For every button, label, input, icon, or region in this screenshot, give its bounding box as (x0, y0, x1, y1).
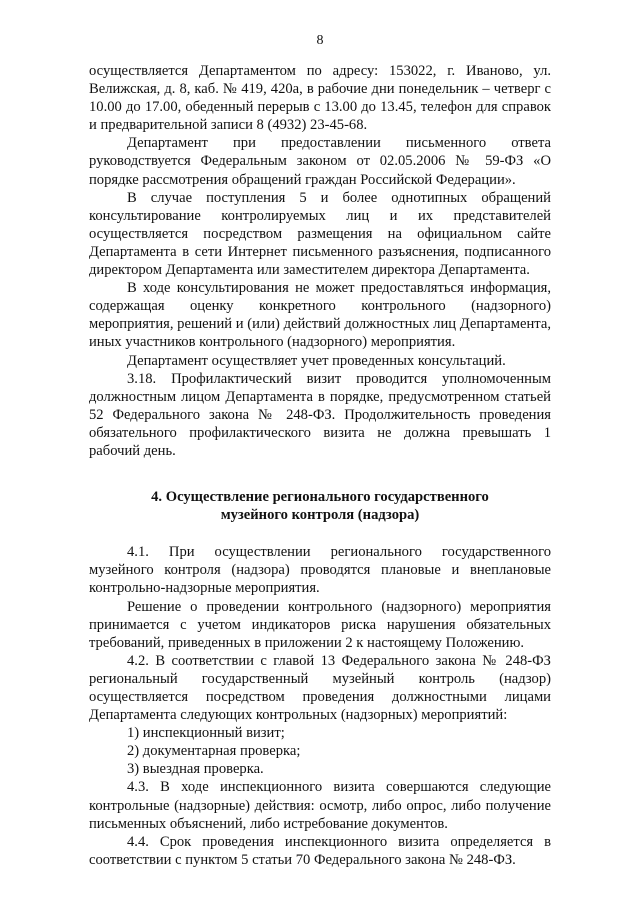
paragraph-4-4: 4.4. Срок проведения инспекционного визита определяется в соответствии с пунктом 5 статьи 70 Федерального закона № 248-ФЗ. (89, 833, 551, 868)
list-item-documentary-check: 2) документарная проверка; (127, 743, 301, 760)
section-heading-line-1: 4. Осуществление регионального государственного (151, 489, 489, 506)
section-heading (89, 488, 551, 524)
paragraph-consultation-record: Департамент осуществляет учет проведенных консультаций. (127, 352, 506, 369)
paragraph-decision: Решение о проведении контрольного (надзорного) мероприятия принимается с учетом индикаторов риска нарушения обязательных требований, приведенных в приложении 2 к настоящему Положению. (89, 598, 551, 651)
spacer (89, 460, 551, 488)
page-number: 8 (316, 33, 324, 48)
section-heading-line-2: музейного контроля (надзора) (220, 507, 420, 524)
paragraph-preventive-visit: 3.18. Профилактический визит проводится уполномоченным должностным лицом Департамента в порядке, предусмотренном статьей 52 Федерального закона № 248-ФЗ. Продолжительность проведения обязательного профилактического визита не должна превышать 1 рабочий день. (89, 370, 551, 459)
paragraph-written-answer: Департамент при предоставлении письменного ответа руководствуется Федеральным законом от 02.05.2006 № 59-ФЗ «О порядке рассмотрения обращений граждан Российской Федерации». (89, 135, 551, 188)
document-body (89, 62, 551, 869)
paragraph-4-1: 4.1. При осуществлении регионального государственного музейного контроля (надзора) проводятся плановые и внеплановые контрольно-надзорные мероприятия. (89, 544, 551, 597)
paragraph-address: осуществляется Департаментом по адресу: 153022, г. Иваново, ул. Велижская, д. 8, каб. № 419, 420а, в рабочие дни понедельник – четверг с 10.00 до 17.00, обеденный перерыв с 13.00 до 13.45, телефон для справок и предварительной записи 8 (4932) 23-45-68. (89, 63, 551, 134)
paragraph-consultation-limits: В ходе консультирования не может предоставляться информация, содержащая оценку конкретного контрольного (надзорного) мероприятия, решений и (или) действий должностных лиц Департамента, иных участников контрольного (надзорного) мероприятия. (89, 280, 551, 351)
list-item-inspection-visit: 1) инспекционный визит; (127, 725, 285, 742)
paragraph-multiple-requests: В случае поступления 5 и более однотипных обращений консультирование контролируемых лиц и их представителей осуществляется посредством размещения на официальном сайте Департамента в сети Интернет письменного разъяснения, подписанного директором Департамента или заместителем директора Департамента. (89, 189, 551, 279)
paragraph-4-3: 4.3. В ходе инспекционного визита совершаются следующие контрольные (надзорные) действия: осмотр, либо опрос, либо получение письменных объяснений, либо истребование документов. (89, 779, 551, 832)
spacer (89, 524, 551, 543)
list-item-onsite-check: 3) выездная проверка. (127, 761, 264, 778)
paragraph-4-2: 4.2. В соответствии с главой 13 Федерального закона № 248-ФЗ региональный государственный музейный контроль (надзор) осуществляется посредством проведения должностными лицами Департамента следующих контрольных (надзорных) мероприятий: (89, 652, 551, 724)
